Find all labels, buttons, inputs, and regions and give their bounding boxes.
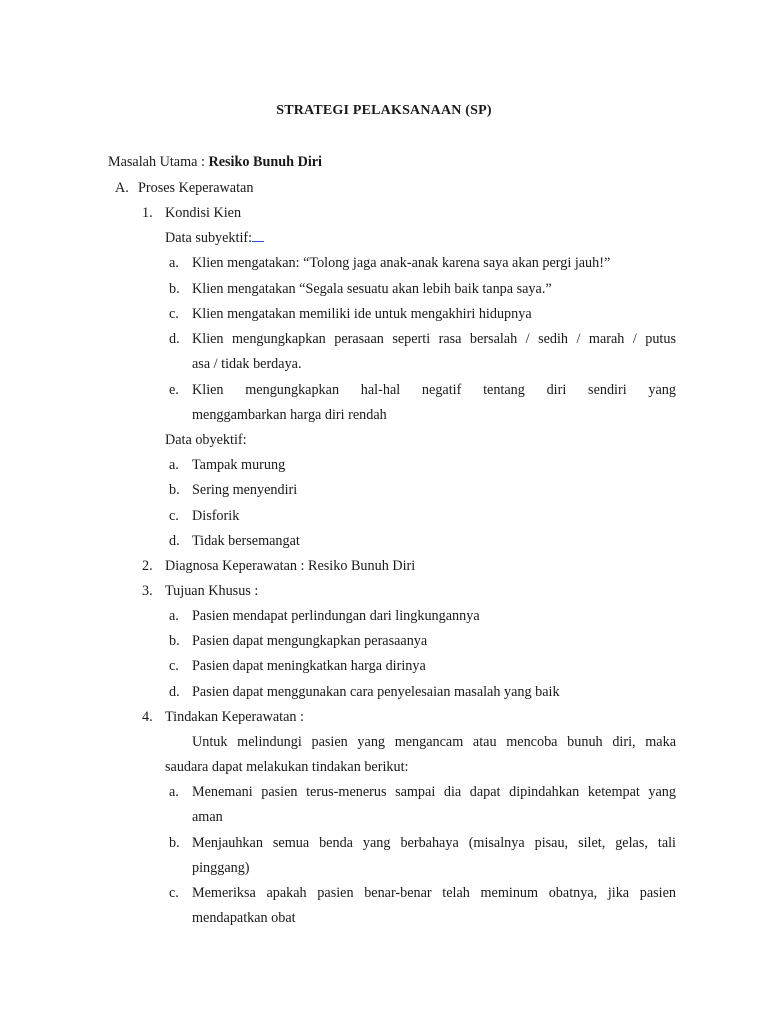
obyektif-item: Tampak murung xyxy=(192,457,286,473)
tindakan-item-line2: mendapatkan obat xyxy=(192,910,296,926)
subyektif-item-line1: Klien mengungkapkan perasaan seperti rasa bersalah / sedih / marah / putus xyxy=(192,331,676,347)
tujuan-item: Pasien mendapat perlindungan dari lingkungannya xyxy=(192,608,480,624)
tindakan-paragraph-line1: Untuk melindungi pasien yang mengancam atau mencoba bunuh diri, maka xyxy=(192,734,676,750)
section-a-marker: A. xyxy=(115,180,129,196)
item-3-marker: 3. xyxy=(142,583,153,599)
tindakan-marker: c. xyxy=(169,885,179,901)
obyektif-item: Tidak bersemangat xyxy=(192,533,300,549)
item-1-heading: Kondisi Kien xyxy=(165,205,242,221)
item-4-heading: Tindakan Keperawatan : xyxy=(165,709,304,725)
subyektif-marker: e. xyxy=(169,382,179,398)
data-subyektif-label: Data subyektif: xyxy=(165,229,264,247)
tujuan-item: Pasien dapat meningkatkan harga dirinya xyxy=(192,658,426,674)
item-2-marker: 2. xyxy=(142,558,153,574)
tujuan-item: Pasien dapat mengungkapkan perasaanya xyxy=(192,633,428,649)
masalah-utama xyxy=(108,153,322,171)
tindakan-item-line1: Menjauhkan semua benda yang berbahaya (misalnya pisau, silet, gelas, tali xyxy=(192,835,676,851)
obyektif-marker: d. xyxy=(169,533,180,549)
tindakan-item-line1: Memeriksa apakah pasien benar-benar telah meminum obatnya, jika pasien xyxy=(192,885,676,901)
subyektif-item: Klien mengatakan: “Tolong jaga anak-anak karena saya akan pergi jauh!” xyxy=(192,255,611,271)
subyektif-item: Klien mengatakan “Segala sesuatu akan lebih baik tanpa saya.” xyxy=(192,281,552,297)
subyektif-item-line2: asa / tidak berdaya. xyxy=(192,356,302,372)
tindakan-paragraph-line2: saudara dapat melakukan tindakan berikut: xyxy=(165,759,409,775)
text-cursor-mark xyxy=(252,229,264,242)
subyektif-item-line1: Klien mengungkapkan hal-hal negatif tentang diri sendiri yang xyxy=(192,382,676,398)
tindakan-marker: b. xyxy=(169,835,180,851)
tujuan-item: Pasien dapat menggunakan cara penyelesaian masalah yang baik xyxy=(192,684,560,700)
masalah-utama-value: Resiko Bunuh Diri xyxy=(208,154,323,170)
obyektif-marker: c. xyxy=(169,508,179,524)
subyektif-item: Klien mengatakan memiliki ide untuk mengakhiri hidupnya xyxy=(192,306,532,322)
obyektif-item: Sering menyendiri xyxy=(192,482,298,498)
obyektif-marker: b. xyxy=(169,482,180,498)
masalah-utama-label: Masalah Utama : xyxy=(108,154,205,170)
tujuan-marker: d. xyxy=(169,684,180,700)
item-4-marker: 4. xyxy=(142,709,153,725)
item-3-heading: Tujuan Khusus : xyxy=(165,583,259,599)
subyektif-item-line2: menggambarkan harga diri rendah xyxy=(192,407,387,423)
document-title: STRATEGI PELAKSANAAN (SP) xyxy=(276,103,492,118)
item-1-marker: 1. xyxy=(142,205,153,221)
tujuan-marker: b. xyxy=(169,633,180,649)
tindakan-item-line2: pinggang) xyxy=(192,860,250,876)
obyektif-item: Disforik xyxy=(192,508,240,524)
tindakan-item-line2: aman xyxy=(192,809,223,825)
tindakan-item-line1: Menemani pasien terus-menerus sampai dia dapat dipindahkan ketempat yang xyxy=(192,784,676,800)
tujuan-marker: a. xyxy=(169,608,179,624)
subyektif-marker: b. xyxy=(169,281,180,297)
subyektif-marker: d. xyxy=(169,331,180,347)
subyektif-marker: a. xyxy=(169,255,179,271)
tindakan-marker: a. xyxy=(169,784,179,800)
item-2-text: Diagnosa Keperawatan : Resiko Bunuh Diri xyxy=(165,558,416,574)
data-obyektif-label: Data obyektif: xyxy=(165,432,247,448)
section-a-heading: Proses Keperawatan xyxy=(138,180,254,196)
tujuan-marker: c. xyxy=(169,658,179,674)
subyektif-marker: c. xyxy=(169,306,179,322)
obyektif-marker: a. xyxy=(169,457,179,473)
